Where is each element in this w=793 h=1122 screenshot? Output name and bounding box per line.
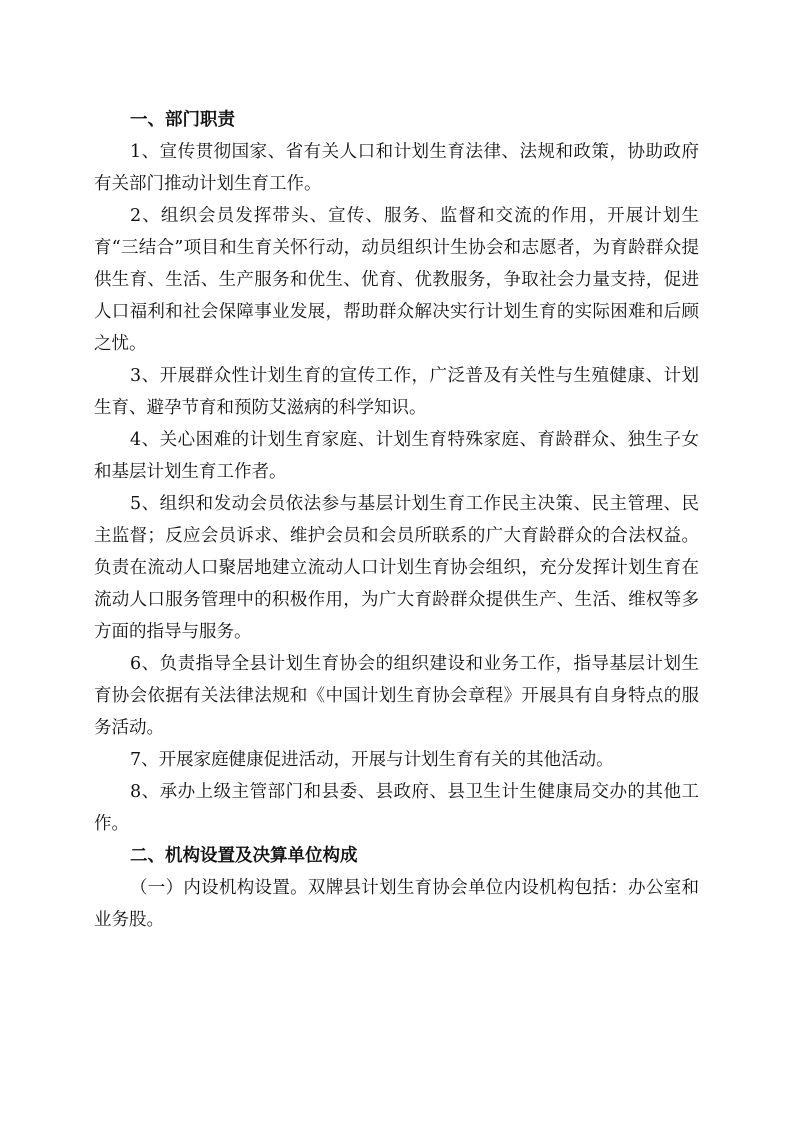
section-heading-organization: 二、机构设置及决算单位构成 xyxy=(130,846,358,866)
organization-item-1: （一）内设机构设置。双牌县计划生育协会单位内设机构包括：办公室和业务股。 xyxy=(94,878,699,930)
duty-item-8: 8、承办上级主管部门和县委、县政府、县卫生计生健康局交办的其他工作。 xyxy=(94,782,699,834)
duty-item-7: 7、开展家庭健康促进活动，开展与计划生育有关的其他活动。 xyxy=(130,750,614,770)
duty-item-2: 2、组织会员发挥带头、宣传、服务、监督和交流的作用，开展计划生育“三结合”项目和生育关怀行动，动员组织计生协会和志愿者，为育龄群众提供生育、生活、生产服务和优生、优育、优教服务，争取社会力量支持，促进人口福利和社会保障事业发展，帮助群众解决实行计划生育的实际困难和后顾之忧。 xyxy=(94,206,699,354)
duty-item-6: 6、负责指导全县计划生育协会的组织建设和业务工作，指导基层计划生育协会依据有关法律法规和《中国计划生育协会章程》开展具有自身特点的服务活动。 xyxy=(94,654,699,738)
document-body xyxy=(94,104,699,936)
duty-item-4: 4、关心困难的计划生育家庭、计划生育特殊家庭、育龄群众、独生子女和基层计划生育工作者。 xyxy=(94,430,699,482)
duty-item-5: 5、组织和发动会员依法参与基层计划生育工作民主决策、民主管理、民主监督；反应会员诉求、维护会员和会员所联系的广大育龄群众的合法权益。负责在流动人口聚居地建立流动人口计划生育协会组织，充分发挥计划生育在流动人口服务管理中的积极作用，为广大育龄群众提供生产、生活、维权等多方面的指导与服务。 xyxy=(94,494,699,642)
duty-item-1: 1、宣传贯彻国家、省有关人口和计划生育法律、法规和政策，协助政府有关部门推动计划生育工作。 xyxy=(94,142,699,194)
duty-item-3: 3、开展群众性计划生育的宣传工作，广泛普及有关性与生殖健康、计划生育、避孕节育和预防艾滋病的科学知识。 xyxy=(94,366,699,418)
section-heading-duties: 一、部门职责 xyxy=(130,110,235,130)
